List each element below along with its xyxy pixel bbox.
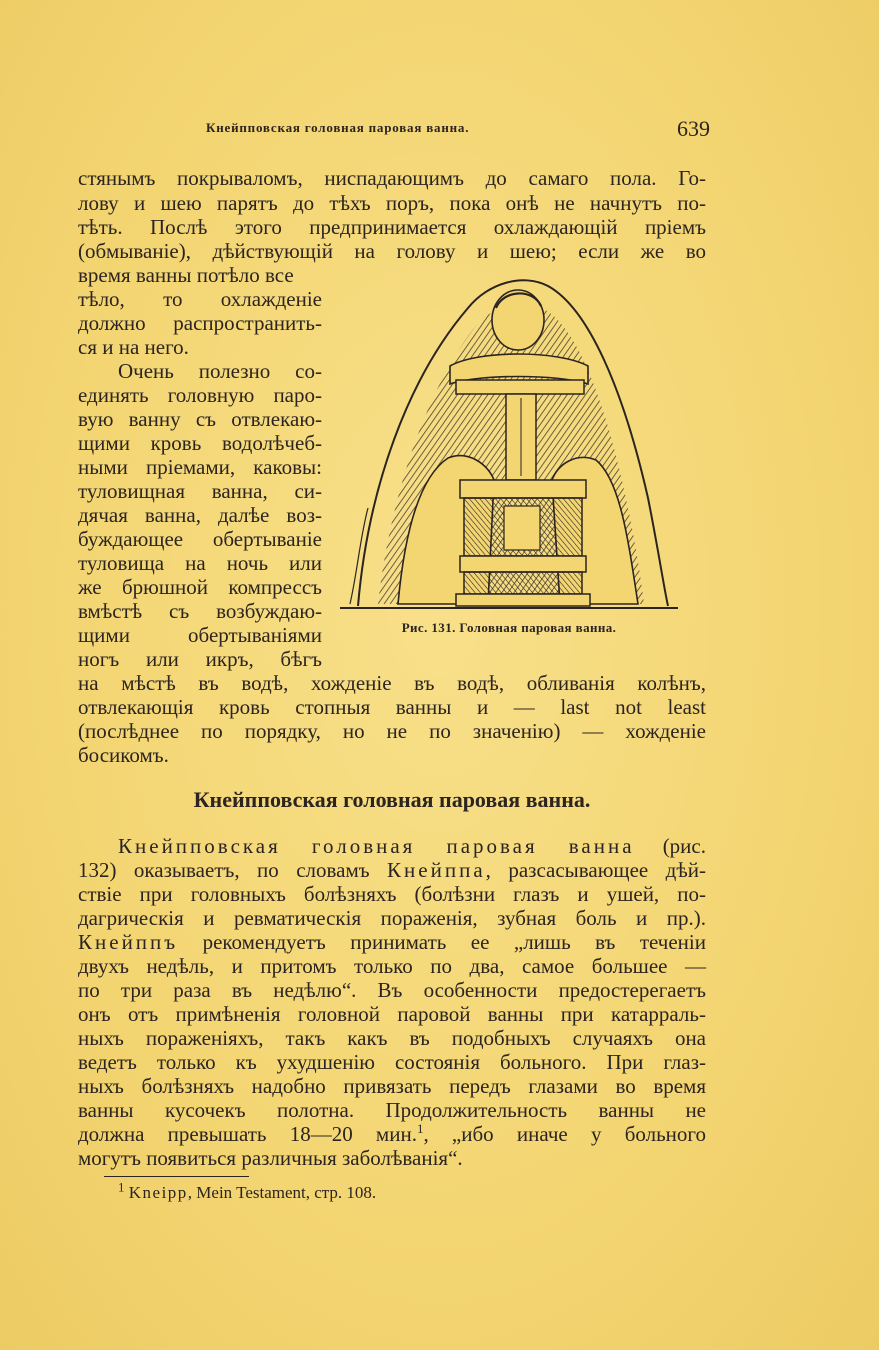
body-line: время ванны потѣло все: [78, 263, 294, 287]
footnote-ref: 1: [416, 1121, 424, 1136]
page-number: 639: [677, 116, 710, 141]
footnote: [118, 1179, 377, 1203]
body-line: щими обертываніями: [78, 623, 322, 647]
section-heading: Кнейпповская головная паровая ванна.: [193, 787, 591, 812]
body-line: ныхъ болѣзняхъ надобно привязать передъ глазами во время: [78, 1074, 706, 1098]
body-line: же брюшной компрессъ: [78, 575, 322, 599]
caption-title: Головная паровая ванна.: [459, 620, 617, 635]
footnote-rule: [104, 1176, 249, 1177]
body-line: Кнейпповская головная паровая ванна (рис.: [118, 834, 706, 858]
spaced-author: Кнейппъ: [78, 930, 179, 954]
spaced-term: Кнейпповская головная паровая ванна: [118, 834, 635, 858]
body-line: Кнейппъ рекомендуетъ принимать ее „лишь въ теченіи: [78, 930, 706, 954]
body-line: вмѣстѣ съ возбуждаю-: [78, 599, 322, 623]
body-line: буждающее обертываніе: [78, 527, 322, 551]
body-line: онъ отъ примѣненія головной паровой ванны при катарраль-: [78, 1002, 706, 1026]
body-line: ногъ или икръ, бѣгъ: [78, 647, 322, 671]
spaced-author: Кнейппа: [387, 858, 486, 882]
figure-illustration: [338, 268, 680, 614]
footnote-marker: 1: [118, 1179, 125, 1195]
body-line: должно распространить-: [78, 311, 322, 335]
body-line: на мѣстѣ въ водѣ, хожденіе въ водѣ, обливанія колѣнъ,: [78, 671, 706, 695]
body-line: ся и на него.: [78, 335, 189, 359]
body-line: Очень полезно со-: [118, 359, 322, 383]
body-line: ныхъ пораженіяхъ, такъ какъ въ подобныхъ случаяхъ она: [78, 1026, 706, 1050]
body-line: (обмываніе), дѣйствующій на голову и шею; если же во: [78, 239, 706, 263]
footnote-author: Kneipp: [128, 1183, 188, 1202]
body-line: вую ванну съ отвлекаю-: [78, 407, 322, 431]
body-line: тѣло, то охлажденіе: [78, 287, 322, 311]
footnote-text: , Mein Testament, стр. 108.: [187, 1183, 377, 1202]
body-line: туловищная ванна, си-: [78, 479, 322, 503]
body-line: дагрическія и ревматическія пораженія, зубная боль и пр.).: [78, 906, 706, 930]
body-line: туловища на ночь или: [78, 551, 322, 575]
body-line: единять головную паро-: [78, 383, 322, 407]
body-line: дячая ванна, далѣе воз-: [78, 503, 322, 527]
body-line: ведетъ только къ ухудшенію состоянія больного. При глаз-: [78, 1050, 706, 1074]
body-line: ствіе при головныхъ болѣзняхъ (болѣзни глазъ и ушей, по-: [78, 882, 706, 906]
body-line: ными пріемами, каковы:: [78, 455, 322, 479]
body-line: ванны кусочекъ полотна. Продолжительность ванны не: [78, 1098, 706, 1122]
caption-number: Рис. 131.: [401, 620, 456, 635]
body-line: щими кровь водолѣчеб-: [78, 431, 322, 455]
steam-bath-illustration: [338, 268, 680, 614]
body-line: двухъ недѣль, и притомъ только по два, самое большее —: [78, 954, 706, 978]
body-line: по три раза въ недѣлю“. Въ особенности предостерегаетъ: [78, 978, 706, 1002]
body-line: должна превышать 18—20 мин.$^1$, „ибо иначе у больного: [78, 1121, 706, 1146]
body-line: 132) оказываетъ, по словамъ Кнейппа, разсасывающее дѣй-: [78, 858, 706, 882]
running-title: Кнейпповская головная паровая ванна.: [206, 120, 470, 135]
body-line: стянымъ покрываломъ, ниспадающимъ до самаго пола. Го-: [78, 166, 706, 190]
body-line: могутъ появиться различныя заболѣванія“.: [78, 1146, 463, 1170]
body-line: босикомъ.: [78, 743, 169, 767]
figure-caption: [338, 620, 680, 636]
running-head: [78, 116, 710, 146]
body-line: тѣть. Послѣ этого предпринимается охлаждающій пріемъ: [78, 215, 706, 239]
body-line: лову и шею парятъ до тѣхъ поръ, пока онѣ не начнутъ по-: [78, 191, 706, 215]
body-line: (послѣднее по порядку, но не по значенію) — хожденіе: [78, 719, 706, 743]
body-line: отвлекающія кровь стопныя ванны и — last not least: [78, 695, 706, 719]
